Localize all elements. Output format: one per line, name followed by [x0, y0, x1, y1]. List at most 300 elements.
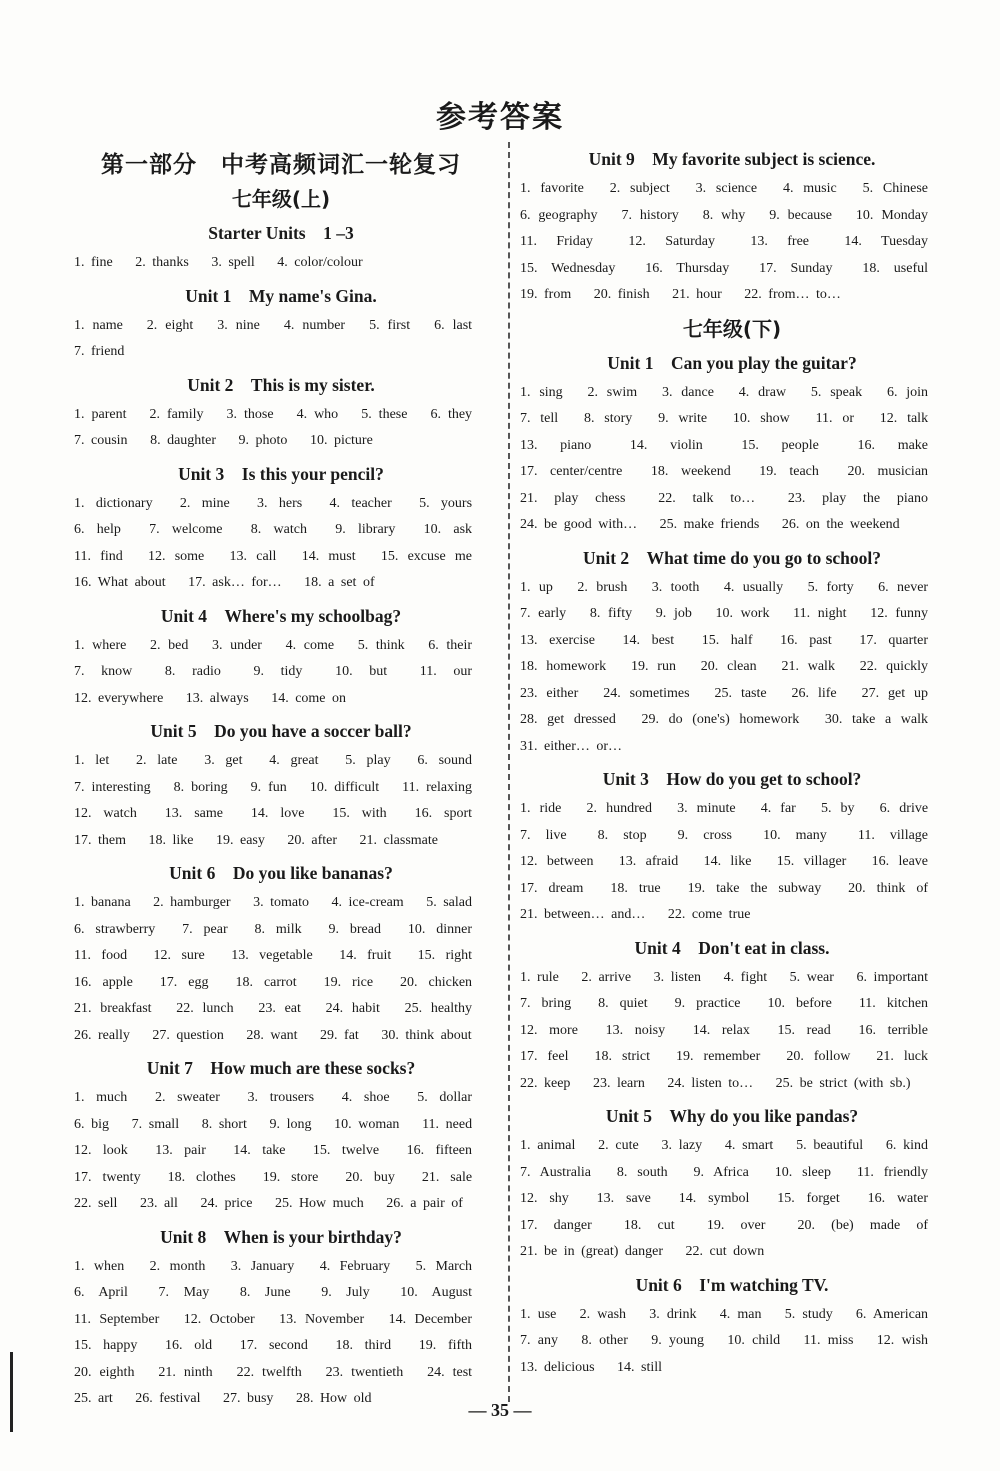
word-item: 6. strawberry [74, 921, 156, 937]
word-item: 6. big [74, 1116, 110, 1132]
word-item: 17. ask… for… [188, 575, 282, 590]
word-item: 23. all [139, 1196, 178, 1211]
word-item: 23. twentieth [325, 1364, 404, 1380]
word-item: 13. delicious [520, 1359, 595, 1375]
word-item: 20. think of [848, 880, 929, 896]
word-item: 19. store [262, 1169, 319, 1185]
word-item: 9. Africa [693, 1164, 749, 1180]
word-item: 16. fifteen [406, 1143, 472, 1158]
word-item: 10. work [715, 606, 770, 621]
word-item: 22. talk to… [658, 490, 756, 506]
word-item: 10. show [732, 411, 790, 426]
word-item: 11. Friday [520, 234, 593, 249]
word-item: 18. useful [862, 260, 929, 276]
word-item: 4. smart [724, 1138, 774, 1153]
word-item: 27. busy [222, 1391, 274, 1406]
word-item: 8. June [239, 1285, 291, 1300]
word-item: 19. easy [216, 832, 265, 848]
word-item: 17. danger [520, 1217, 592, 1233]
word-item: 4. fight [723, 969, 768, 985]
word-item: 22. come true [667, 907, 751, 922]
word-list [520, 1133, 944, 1266]
word-item: 10. sleep [774, 1164, 831, 1180]
word-item: 31. either… or… [520, 738, 623, 754]
word-item: 4. February [319, 1258, 391, 1274]
word-item: 7. bring [520, 996, 572, 1011]
word-item: 11. food [74, 948, 128, 963]
word-item: 1. use [520, 1306, 557, 1322]
word-item: 8. other [581, 1333, 628, 1348]
word-item: 21. play chess [520, 490, 626, 506]
word-item: 7. any [520, 1333, 559, 1348]
word-item: 26. really [74, 1027, 130, 1043]
word-item: 24. test [427, 1364, 473, 1380]
word-item: 15. people [741, 437, 819, 453]
word-item: 26. a pair of [386, 1196, 463, 1211]
word-item: 19. from [520, 287, 572, 302]
unit-section [74, 220, 488, 277]
word-item: 12. more [520, 1022, 578, 1038]
word-item: 10. ask [423, 522, 473, 537]
unit-title: Unit 2 This is my sister. [187, 374, 375, 395]
word-item: 18. clothes [167, 1169, 236, 1185]
word-item: 12. everywhere [74, 690, 164, 706]
grade-heading-7b: 七年级(下) [682, 316, 782, 341]
word-item: 2. swim [587, 384, 638, 400]
word-item: 18. true [610, 880, 661, 896]
word-item: 10. child [727, 1333, 781, 1348]
unit-section [520, 935, 944, 1098]
word-item: 7. live [520, 827, 567, 843]
word-item: 8. milk [254, 921, 302, 937]
word-item: 4. shoe [341, 1090, 390, 1105]
word-item: 10. picture [309, 433, 373, 448]
word-item: 11. kitchen [858, 996, 929, 1011]
word-item: 10. but [335, 664, 388, 679]
word-item: 5. by [820, 801, 855, 816]
word-item: 3. hers [257, 495, 303, 511]
word-item: 15. villager [776, 854, 847, 869]
word-item: 17. second [239, 1338, 308, 1353]
word-item: 15. twelve [312, 1143, 380, 1158]
word-item: 20. after [287, 832, 338, 848]
word-item: 5. speak [810, 384, 863, 400]
word-list [74, 250, 488, 277]
word-item: 2. mine [179, 495, 230, 511]
word-list [520, 380, 944, 539]
word-list [520, 1302, 944, 1382]
word-item: 5. study [784, 1306, 833, 1322]
word-item: 14. Tuesday [844, 234, 928, 249]
word-item: 7. know [74, 664, 133, 679]
unit-title: Unit 2 What time do you go to school? [583, 547, 881, 568]
word-item: 25. How much [274, 1196, 364, 1211]
word-item: 20. buy [345, 1169, 395, 1185]
word-item: 15. Wednesday [520, 260, 616, 276]
word-item: 28. want [246, 1027, 298, 1043]
word-item: 2. thanks [135, 255, 189, 270]
word-item: 22. sell [74, 1196, 118, 1211]
word-item: 19. fifth [418, 1338, 473, 1353]
column-divider [508, 142, 510, 1402]
word-item: 24. habit [325, 1001, 380, 1016]
word-item: 13. November [279, 1311, 365, 1327]
word-item: 7. welcome [149, 522, 223, 537]
word-item: 9. tidy [253, 664, 303, 679]
word-item: 9. July [321, 1285, 370, 1300]
word-item: 15. excuse me [380, 548, 473, 564]
word-list [74, 1085, 488, 1218]
word-item: 16. terrible [858, 1022, 929, 1038]
unit-title: Unit 1 My name's Gina. [185, 285, 377, 306]
word-item: 27. get up [861, 685, 929, 701]
word-item: 4. music [782, 181, 837, 196]
word-item: 13. pair [155, 1143, 206, 1158]
unit-title: Unit 1 Can you play the guitar? [607, 352, 857, 373]
word-item: 6. they [430, 406, 473, 422]
word-item: 1. name [74, 317, 123, 333]
word-item: 19. remember [676, 1049, 761, 1064]
unit-section [74, 1055, 488, 1218]
word-item: 18. a set of [304, 575, 375, 590]
word-item: 20. finish [593, 287, 650, 302]
word-item: 10. dinner [407, 921, 473, 937]
word-item: 22. lunch [176, 1001, 234, 1016]
word-item: 6. help [74, 522, 121, 537]
word-item: 4. color/colour [277, 255, 363, 270]
word-item: 20. clean [700, 659, 757, 674]
unit-section [520, 1272, 944, 1382]
word-item: 21. walk [781, 659, 835, 674]
word-item: 6. join [886, 384, 929, 400]
word-item: 3. spell [211, 255, 255, 270]
unit-section [74, 1224, 488, 1413]
word-item: 20. eighth [74, 1364, 135, 1380]
word-item: 1. sing [520, 384, 563, 400]
word-item: 22. from… to… [744, 287, 841, 302]
word-item: 14. still [617, 1359, 663, 1375]
word-item: 2. month [149, 1258, 206, 1274]
word-item: 22. keep [520, 1075, 571, 1091]
word-item: 26. festival [135, 1391, 201, 1406]
word-item: 26. on the weekend [781, 517, 900, 532]
unit-title: Unit 4 Don't eat in class. [634, 937, 830, 958]
word-item: 12. shy [520, 1191, 569, 1206]
word-item: 5. salad [426, 895, 472, 910]
word-item: 21. ninth [158, 1364, 213, 1380]
word-item: 7. May [158, 1285, 210, 1300]
word-item: 21. classmate [359, 832, 438, 848]
word-item: 25. taste [714, 685, 767, 701]
word-item: 18. strict [594, 1049, 651, 1064]
word-item: 5. think [357, 637, 405, 653]
word-item: 11. night [793, 606, 847, 621]
word-item: 14. come on [271, 690, 347, 706]
word-item: 3. those [226, 406, 274, 422]
word-item: 17. dream [520, 880, 584, 896]
word-item: 15. happy [74, 1338, 138, 1353]
unit-title: Unit 9 My favorite subject is science. [588, 149, 876, 169]
word-item: 26. life [791, 685, 837, 701]
word-item: 3. lazy [661, 1138, 703, 1153]
word-item: 12. sure [153, 948, 205, 963]
word-item: 21. breakfast [74, 1001, 152, 1016]
unit-section [74, 603, 488, 713]
right-column [520, 140, 944, 1381]
word-item: 18. weekend [650, 464, 731, 479]
word-item: 9. long [269, 1116, 312, 1132]
word-item: 20. (be) made of [797, 1217, 928, 1233]
word-item: 11. find [74, 548, 123, 564]
word-item: 13. afraid [618, 854, 679, 869]
word-item: 9. photo [238, 433, 288, 448]
word-item: 5. play [345, 753, 391, 768]
unit-section [520, 766, 944, 929]
word-item: 8. boring [173, 779, 228, 795]
word-item: 7. history [621, 207, 679, 223]
word-item: 22. twelfth [236, 1364, 302, 1380]
word-item: 1. ride [520, 801, 562, 816]
word-item: 2. eight [146, 317, 194, 333]
word-list [74, 313, 488, 366]
word-item: 2. hundred [586, 801, 652, 816]
word-item: 11. September [74, 1311, 160, 1327]
word-item: 7. small [131, 1116, 180, 1132]
word-item: 3. minute [677, 801, 736, 816]
word-item: 4. draw [738, 384, 787, 400]
word-item: 7. friend [74, 344, 125, 359]
word-item: 23. play the piano [787, 490, 929, 506]
word-item: 15. forget [777, 1191, 840, 1206]
word-item: 6. their [428, 637, 473, 653]
word-item: 15. read [777, 1022, 831, 1038]
word-item: 5. these [361, 406, 408, 422]
word-item: 3. trousers [247, 1090, 315, 1105]
word-item: 2. arrive [581, 969, 632, 985]
word-item: 16. What about [74, 575, 166, 590]
word-item: 8. short [201, 1116, 247, 1132]
word-list [520, 965, 944, 1098]
word-item: 13. call [229, 548, 277, 564]
word-item: 18. third [335, 1338, 392, 1353]
word-item: 10. Monday [855, 207, 929, 223]
word-list [74, 890, 488, 1049]
word-item: 7. cousin [74, 433, 128, 448]
word-item: 13. free [750, 234, 810, 249]
word-item: 3. science [695, 181, 758, 196]
word-item: 8. why [702, 207, 746, 223]
word-item: 24. sometimes [603, 685, 690, 701]
word-item: 10. many [763, 827, 827, 843]
page-title: 参考答案 [436, 100, 564, 135]
word-item: 8. watch [250, 522, 307, 537]
word-item: 22. quickly [859, 659, 929, 674]
word-item: 19. teach [759, 464, 819, 479]
unit-title: Unit 6 Do you like bananas? [169, 863, 393, 883]
word-item: 8. fifty [589, 606, 633, 621]
word-item: 1. up [520, 579, 553, 595]
word-item: 19. run [631, 659, 676, 674]
unit-title: Unit 8 When is your birthday? [160, 1226, 402, 1247]
word-item: 2. family [149, 406, 204, 422]
unit-title: Unit 7 How much are these socks? [146, 1058, 416, 1078]
word-item: 3. drink [649, 1306, 697, 1322]
word-item: 16. old [165, 1338, 213, 1353]
word-item: 14. best [622, 632, 675, 648]
word-item: 12. Saturday [628, 234, 715, 249]
word-item: 14. like [703, 854, 752, 869]
word-item: 8. south [616, 1164, 668, 1180]
word-item: 3. January [230, 1258, 295, 1274]
right-units-before [520, 146, 944, 309]
word-item: 9. bread [328, 921, 381, 937]
word-item: 11. relaxing [402, 779, 473, 795]
word-item: 3. tomato [253, 895, 309, 910]
word-item: 13. vegetable [231, 948, 313, 963]
word-item: 14. symbol [678, 1191, 750, 1206]
word-item: 3. under [211, 637, 262, 653]
word-item: 20. chicken [400, 974, 473, 990]
word-item: 17. feel [520, 1049, 569, 1064]
word-item: 19. over [706, 1217, 766, 1233]
word-item: 4. number [283, 317, 346, 333]
word-item: 11. miss [803, 1333, 854, 1348]
word-item: 16. sport [414, 806, 472, 821]
word-item: 19. rice [323, 974, 374, 990]
word-item: 7. interesting [74, 779, 151, 795]
word-item: 5. March [415, 1258, 473, 1274]
unit-section [74, 718, 488, 854]
word-item: 12. funny [870, 606, 929, 621]
word-item: 5. Chinese [862, 181, 929, 196]
word-item: 18. cut [623, 1217, 675, 1233]
word-item: 22. cut down [685, 1244, 765, 1259]
word-item: 14. take [233, 1143, 286, 1158]
word-item: 27. question [152, 1027, 224, 1043]
right-units [520, 350, 944, 1382]
word-item: 30. take a walk [824, 712, 929, 727]
part-heading: 第一部分 中考高频词汇一轮复习 [101, 152, 461, 178]
word-item: 4. man [719, 1306, 762, 1322]
unit-section [74, 860, 488, 1049]
word-item: 16. water [867, 1191, 929, 1206]
unit-section [74, 461, 488, 597]
word-item: 18. carrot [235, 974, 297, 990]
word-item: 2. late [135, 753, 178, 768]
word-item: 14. violin [629, 437, 703, 453]
word-item: 9. library [335, 522, 396, 537]
word-item: 7. tell [520, 411, 559, 426]
word-item: 20. musician [847, 464, 929, 479]
word-item: 13. piano [520, 437, 592, 453]
word-item: 9. because [769, 207, 832, 223]
word-item: 23. eat [258, 1001, 301, 1016]
word-list [520, 575, 944, 761]
word-item: 14. fruit [339, 948, 392, 963]
word-item: 9. fun [250, 779, 287, 795]
word-item: 6. sound [417, 753, 473, 768]
word-item: 1. rule [520, 969, 559, 985]
word-item: 4. great [269, 753, 319, 768]
unit-title: Unit 5 Do you have a soccer ball? [150, 721, 412, 741]
word-item: 5. wear [789, 969, 834, 985]
word-item: 15. half [701, 632, 753, 648]
word-item: 17. quarter [859, 632, 929, 648]
word-list [520, 176, 944, 309]
word-item: 17. Sunday [759, 260, 833, 276]
word-item: 9. job [655, 606, 692, 621]
word-item: 12. talk [879, 411, 929, 426]
word-item: 9. young [651, 1333, 705, 1348]
word-item: 23. learn [592, 1075, 645, 1091]
word-item: 16. leave [871, 854, 929, 869]
word-item: 3. listen [653, 969, 702, 985]
unit-title: Unit 3 How do you get to school? [602, 769, 862, 789]
word-item: 17. center/centre [520, 464, 623, 479]
word-item: 3. nine [217, 317, 260, 333]
unit-section [520, 545, 944, 761]
word-item: 1. fine [74, 255, 113, 270]
word-item: 4. teacher [329, 495, 392, 511]
word-item: 24. listen to… [667, 1075, 754, 1091]
word-item: 1. let [74, 753, 110, 768]
word-item: 5. first [369, 317, 411, 333]
word-item: 5. beautiful [796, 1138, 864, 1153]
unit-title: Unit 6 I'm watching TV. [635, 1274, 829, 1295]
word-item: 10. before [767, 996, 832, 1011]
word-item: 8. story [583, 411, 633, 426]
word-item: 6. drive [879, 801, 929, 816]
word-item: 12. watch [74, 806, 137, 821]
grade-heading-7a: 七年级(上) [231, 187, 331, 211]
word-item: 28. How old [295, 1391, 372, 1406]
word-item: 2. subject [609, 181, 670, 196]
word-item: 29. do (one's) homework [641, 712, 800, 727]
word-list [74, 633, 488, 713]
word-item: 8. radio [164, 664, 221, 679]
unit-title: Starter Units 1 –3 [208, 223, 354, 243]
word-item: 1. dictionary [74, 495, 153, 511]
word-item: 11. friendly [856, 1164, 929, 1180]
word-item: 4. ice-cream [331, 895, 404, 910]
word-item: 6. last [434, 317, 473, 333]
word-item: 10. difficult [309, 779, 380, 795]
unit-title: Unit 3 Is this your pencil? [178, 463, 384, 484]
word-item: 17. them [74, 832, 126, 848]
word-item: 9. write [658, 411, 708, 426]
word-item: 28. get dressed [520, 712, 616, 727]
word-item: 21. luck [876, 1049, 929, 1064]
word-item: 6. important [856, 969, 928, 985]
word-list [74, 748, 488, 854]
page-number: — 35 — [468, 1400, 532, 1420]
word-item: 3. tooth [651, 579, 700, 595]
word-item: 12. between [520, 854, 594, 869]
unit-section [520, 146, 944, 309]
word-item: 6. never [878, 579, 929, 595]
word-item: 11. our [419, 664, 473, 679]
word-item: 13. always [185, 690, 249, 706]
word-item: 1. where [74, 637, 127, 653]
edge-mark [10, 1352, 13, 1432]
word-item: 13. same [164, 806, 223, 821]
word-item: 21. sale [421, 1169, 473, 1185]
word-item: 24. price [200, 1196, 253, 1211]
word-item: 5. yours [419, 495, 473, 511]
word-item: 16. apple [74, 974, 133, 990]
word-item: 11. need [422, 1116, 473, 1132]
word-item: 4. come [285, 637, 335, 653]
